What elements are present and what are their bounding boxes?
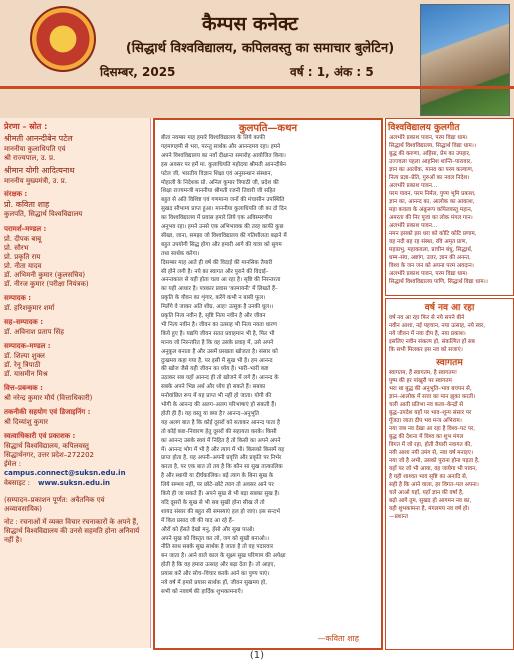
newsletter-subtitle: (सिद्धार्थ विश्वविद्यालय, कपिलवस्तु का समाचार बुलेटिन) [125, 41, 395, 56]
poem-line: यहाँ पर जो भी आया, वह जायेगा भी पावन, [389, 466, 478, 472]
anthem-title: विश्वविद्यालय कुलगीत [388, 123, 460, 133]
vc-message-line: दिसम्बर माह आते ही वर्ष की विदाई की मानसिक तैयारी [161, 259, 273, 266]
patron1-name: श्रीमती आनन्दीबेन पटेल [4, 134, 73, 143]
anthem-line: महा कवला के अंक़ुरूप कपिलवस्तु महान, [389, 207, 473, 213]
vc-message-line: होती ही हैं। यह वस्तु या क्या है? आनन्द–अनुभूति [161, 410, 260, 417]
tech-name: श्री दिव्यांशु कुमार [4, 418, 49, 426]
vc-message-line: मनोवांछित रूप में यह प्राप्त भी नहीं हो जाता। योगी की [161, 393, 272, 400]
advisor-item: डॉ. अभिमनी कुमार (कुलसचिव) [4, 271, 86, 279]
guardian-name: प्रो. कविता शाह [4, 200, 50, 209]
publisher-line: सिद्धार्थ विश्वविद्यालय, कपिलवस्तु [4, 442, 89, 450]
vc-message-line: बहुत उपयोगी सिद्ध होगा और हमारी आगे की यात्रा को सुगम [161, 241, 282, 248]
vc-message-line: किये ही जा सकते हैं। अपने सुख से भी बड़ा सबका सुख है। [161, 491, 280, 497]
vc-message-line: शायद संसार की बहुत सी समस्याएं हल हो जाएं। इस सन्दर्भ [161, 508, 280, 515]
advisor-item: प्रो. दीपक बाबू [4, 235, 42, 243]
vc-message-line: मानव जो निरन्तरित है कि वह उसके प्रवाह में, उसे अपने [161, 339, 274, 346]
finance-label: वित्त–प्रबन्धक : [4, 384, 43, 392]
editorial-member: डॉ. शिल्पा शुक्ल [4, 352, 45, 360]
anthem-line: सिद्धार्थ विश्वविद्यालय, सिद्धार्थ विद्या धाम।। [389, 143, 476, 149]
vc-message-line: अपने सुख को विस्तृत कर लो, जग को सुखी बनाओ।। [161, 535, 269, 542]
anthem-line: नमन इसको इस धरा को कोटि कोटि प्रणाम, [389, 231, 477, 237]
vc-message-line: उठाकर सब यहाँ आनन्द ही तो खोजने में लगे हैं। आनन्द के [161, 375, 279, 382]
vc-message-line: इस अवसर पर हमें मा. कुलाधिपति महोदया श्रीमती आनन्दीबेन [161, 161, 286, 168]
campus-photo [420, 4, 510, 116]
header-rule [0, 86, 514, 89]
poem-intro-line: वर्ष नव आ रहा फिर से नये सपने बीने [389, 315, 465, 321]
vc-message-line: सभी को नववर्ष की हार्दिक शुभकामनाएँ। [161, 588, 243, 595]
anthem-line: उज्ज्वला पहला आहनिश शान्ति–पारावार, [389, 159, 472, 165]
anthem-line: अलभोरे प्रकाश पावन, परम विद्या धाम। [389, 135, 468, 141]
vc-message-line: में किव प्रसाद जी की याद आ रहे हैं– [161, 517, 235, 524]
advisory-label: परामर्श–मण्डल : [4, 225, 47, 233]
issue-date: दिसम्बर, 2025 [100, 65, 176, 79]
vc-message-line: की खोज जैसे यही जीवन का ध्येय है। भारी–भारी कष्ट [161, 366, 269, 373]
anthem-line: यह नदी बह रह संस्था, रवि अमृत प्राण, [389, 239, 468, 245]
editorial-member: डॉ. रेनू त्रिपाठी [4, 361, 41, 369]
tech-label: तकनीकी सहयोग एवं डिजाइनिंग : [4, 408, 91, 416]
vc-message-line: किये हुए है। यद्यपि जीवन सतत प्रवाहमान भी है, फिर भी [161, 330, 275, 337]
editor-name: डॉ. हरिशकुमार शर्मा [4, 304, 55, 312]
poem-line: चले आओ यहाँ, यहाँ ज्ञान की वर्षा है, [389, 490, 464, 496]
poem-line: गूँजता जाता दीप भव मन्त्र अभिराम। [389, 418, 462, 424]
anthem-line: अलभोरे प्रकाश पावन... [389, 183, 438, 189]
poem-label: वर्ष नव आ रहा [424, 303, 475, 313]
anthem-line: विश्व के जन जन को अपना परम अवदान। [389, 263, 474, 269]
vc-message-line: सी होने लगी है। नये का स्वागत और पुराने की विदाई– [161, 268, 269, 275]
anthem-line: नित्य प्रज्ञा–प्रेति, गुरुओं का नवल निदेश। [389, 175, 470, 181]
poem-line: भरा था बुद्ध की अनुभूति–भाव बचपन से, [389, 386, 472, 392]
poem-line: बुद्ध की देशना में विश्व का शुभ मंगल [389, 434, 464, 440]
vc-message-line: भोगी के आनन्द की अलग–अलग परिभाषाएं हो सकती हैं। [161, 402, 277, 408]
vc-message-line: बीता नवम्बर माह हमारे विश्वविद्यालय के लिये काफी [161, 135, 265, 141]
vc-message-line: प्रकृति के यौवन का शृंगार, करेंगे कभी न बासी फूल। [161, 295, 266, 302]
poem-intro-line: नवीन आशा, नई पहचान, नया उत्साह, नये स्वर, [389, 323, 485, 329]
anthem-line: महाप्रभु, महाकवला, प्राचीन बंधु, सिद्धार्थ, [389, 247, 473, 253]
university-logo [30, 6, 96, 72]
vc-message-line: का विश्वविद्यालय में प्रवास हमारे लिये एक अविस्मरणीय [161, 215, 272, 222]
poem-line: बढ़ो आगे तुम, सुखद हो आगमन नव का, [389, 498, 472, 504]
vc-message-line: अपने विश्वविद्यालय का नवाँ दीक्षान्त समारोह आयोजित किया। [161, 152, 286, 159]
vc-message-line: भी नित्य नवीन है। जीवन का उत्साह भी नित्य नयता धारण [161, 321, 277, 328]
inspiration-label: प्रेरणा – स्रोत : [4, 122, 48, 131]
advisor-item: प्रो. सौरभ [4, 244, 29, 252]
vc-message-line: मोहाली के निदेशक प्रो. अनिल कुमार त्रिपाठी जी, प्रदेश की [161, 179, 279, 186]
advisor-item: प्रो. नीता यादव [4, 262, 42, 270]
anthem-line: सिद्धार्थ विश्वविद्यालय पाणि, सिद्धार्थ विद्या धाम।। [389, 279, 488, 285]
vc-message-line: दुःखमय कहा गया है, पर इसी में सुख भी है। हम आनन्द [161, 357, 273, 364]
vc-message-line: अनन्तकाल से यही होता चला आ रहा है। सृष्टि की निरन्तरता [161, 277, 281, 284]
guardian-label: संरक्षक : [4, 190, 28, 198]
vc-message-line: मिलेंगे वे जाकर अति शीघ्र, आह! उत्सुक है उनकी धूल।। [161, 304, 274, 311]
vc-message-title: कुलपति—कथन [238, 123, 298, 134]
page-number: (1) [249, 650, 265, 661]
vc-message-line: गहमागहमी से भरा, परन्तु सार्थक और आनन्दमय रहा। हमने [161, 143, 281, 150]
website-label: वेबसाइट : [4, 479, 30, 487]
poem-line: स्वागतम, हैं स्वागतम, है स्वागतम! [389, 370, 458, 376]
editor-label: सम्पादक : [4, 294, 32, 302]
poem-line: नयी आशा नयी उमंग से, नवा वर्ष मनाइए। [389, 450, 473, 456]
anthem-line: ज्ञान का, आनन्द का, आलोक का आकाश, [389, 199, 475, 205]
poem-line: यही शुभकामना है, मंगलमय नव वर्ष हो। [389, 506, 470, 512]
poem-intro-line: कि सभी मिलकर इस नव को सजाएं। [389, 347, 463, 353]
anthem-line: अलभोरे प्रकाश पावन... [389, 223, 438, 229]
poem-line: ज्ञान–आलोक में सत्ता का मान झुका करती। [389, 394, 476, 400]
vc-message-line: बन जाता है। आने वाले काल के सूक्ष्म सुख परिणाम की अपेक्षा [161, 553, 286, 560]
vc-message-line: का यही आधार है। पत्रकार प्रवास 'कामायनी' में लिखते हैं– [161, 286, 278, 293]
anthem-line: अमरता की निर पूजा का लोक मंगल गान। [389, 215, 473, 221]
anthem-line: धम्म–संघ, अष्टांग, उत्तर, ज्ञान की अनन्त, [389, 255, 471, 261]
poem-intro-line: नये जीवन में नया दीप है, नया प्रकाश। [389, 331, 466, 337]
patron1-role: माननीया कुलाधिपति एवं [4, 145, 66, 153]
vc-message-line: सीखा, जाना, समझा जो विश्वविद्यालय की गतिशीलता बढ़ाने में [161, 232, 287, 239]
vc-message-line: बहुत से अति विशिष्ट एवं गणमान्य जनों की मंचासीन उपस्थिति [161, 197, 285, 204]
editorial-label: सम्पादक–मण्डल : [4, 342, 51, 350]
anthem-line: अलभोरे प्रकाश पावन, परम विद्या धाम। [389, 271, 468, 277]
coeditor-label: सह–सम्पादक : [4, 318, 44, 326]
vc-message-line: यह अलग बात है कि कोई दूसरों को सताकर आनन्द पाता है [161, 419, 281, 426]
website-link[interactable]: www.suksn.edu.in [38, 479, 111, 487]
vc-message-line: तो कोई कष्ट–निवारण हेतु दूसरों की सहायता करके। किसी [161, 428, 277, 435]
masthead [0, 0, 514, 118]
anthem-box [385, 118, 514, 296]
vc-message-line: है और स्थायी या दीर्घकालिक। बड़े त्याग के बिना सुख के [161, 473, 274, 480]
vc-message-line: पटेल जी, भारतीय विज्ञान शिक्षा एवं अनुसन्धान संस्थान, [161, 170, 273, 177]
coeditor-name: डॉ. अविनाश प्रताप सिंह [4, 328, 64, 336]
vc-message-line: लिये सम्भव नहीं, पर छोटे–छोटे त्याग तो अवसर आने पर [161, 482, 274, 489]
vc-message-line: होती है कि वह हमारा उत्साह और बढ़ा देता है। तो आइए, [161, 562, 276, 569]
patron2-name: श्रीमान योगी आदित्यनाथ [4, 166, 75, 175]
vc-message-line: औरों को हँसते देखो मनु, हँसो और सुख पाओ। [161, 526, 255, 533]
vc-message-line: प्राप्त होता है, यह अपनी–अपनी प्रवृत्ति और प्रकृति पर निर्भर [161, 455, 282, 462]
disclaimer-note: नोट : रचनाओं में व्यक्त विचार रचनाकारों के अपने हैं, सिद्धार्थ विश्वविद्यालय की उनसे सहमति होना अनिवार्य नहीं है। [4, 518, 140, 544]
poem-box [385, 298, 514, 650]
vc-message-box [153, 118, 383, 650]
vc-message-line: अनुभव रहा। हमने उनसे एक अभिभावक की तरह काफी कुछ [161, 224, 284, 230]
poem-line: —प्रशान्त [389, 514, 408, 520]
patron2-role: माननीय मुख्यमंत्री, उ. प्र. [4, 177, 68, 185]
vc-signature: —कविता शाह [317, 634, 359, 643]
poem-line: नया जो है अभी, उसको पुराना होना पड़ता है, [389, 458, 480, 464]
vc-message-line: प्रयास करें और सोच–विचार करके आने का पुण्य पाएं। [161, 571, 270, 578]
email-label: ईमेल : [4, 460, 21, 468]
vc-message-line: सबके अपने भिन्न अर्थ और ध्येय हो सकते हैं। सबका [161, 384, 266, 391]
publication-note: (सम्पादन–प्रकाशन पूर्णत: अवैतनिक एवं अव्यावसायिक) [4, 496, 105, 513]
vc-message-line: शिक्षा राज्यमन्त्री माननीया श्रीमती रजनी तिवारी जी सहित [161, 188, 276, 195]
poem-title: स्वागतम [436, 358, 463, 368]
vc-message-line: प्रकृति नित्य नवीन है, सृष्टि नित्य नवीन है और जीवन [161, 313, 266, 319]
email-link[interactable]: campus.connect@suksn.edu.in [4, 469, 126, 477]
vc-message-line: नीति साथ सबके सुख सार्थक है जाता है तो वह पदारवार [161, 544, 274, 551]
vc-message-line: का आनन्द उसके स्वयं में निहित है तो किसी का अपने अपने [161, 437, 281, 444]
anthem-line: बुद्ध की करुणा, अहिंसा, प्रेम का उपहार, [389, 151, 471, 157]
left-sidebar [0, 118, 151, 648]
poem-line: विगत में जो रहा, होती तैयारी नवागत की, [389, 442, 472, 448]
poem-line: नया जब नव देखा आ रहा है विश्व–पट पर, [389, 426, 476, 432]
vc-message-line: करता है, पर एक बात तो तय है कि कौन सा सुख तात्कालिक [161, 464, 283, 471]
poem-line: सही है कि आने वाला, हर विगत–पल अपना। [389, 482, 479, 488]
publisher-line: सिद्धार्थनगर, उत्तर प्रदेश–272202 [4, 451, 95, 459]
vc-message-line: नये वर्ष में हमारे प्रयास सार्थक हों, जीवन सुखमय हो, [161, 580, 268, 586]
advisor-item: डॉ. नीरज कुमार (परीक्षा नियंत्रक) [4, 280, 89, 288]
newsletter-title: कैम्पस कनेक्ट [202, 13, 298, 35]
finance-name: श्री नरेन्द्र कुमार मौर्य (वित्ताधिकारी) [4, 394, 93, 402]
poem-line: है यही शाश्वत भाव सृष्टि का अनादि से, [389, 474, 468, 480]
poem-intro-line: इसलिए नवीन संकल्प हो, संकल्पित हों सब [389, 339, 475, 345]
advisor-item: प्रो. प्रकृति राय [4, 253, 41, 261]
poem-line: बुद्ध–उपदेश यहाँ पर भाव–शून्य संसार पर [389, 410, 472, 416]
vc-message-line: सुखद सौभाग्य प्राप्त हुआ। माननीया कुलाधिपति जी का दो दिन [161, 206, 287, 213]
anthem-line: परम पावन, परम निर्मल, पुण्य भूमि प्रकाश, [389, 191, 476, 197]
guardian-role: कुलपति, सिद्धार्थ विश्वविद्यालय [4, 210, 83, 218]
vc-message-line: तथा सार्थक करेगा। [161, 250, 200, 257]
anthem-line: ज्ञान का आलोक, मानव का परम कल्याण, [389, 167, 474, 173]
publisher-label: स्वत्वाधिकारी एवं प्रकाशक : [4, 432, 76, 440]
poem-line: पुष्प की हर पांखुरी पर स्वागतम [389, 378, 452, 384]
issue-volume: वर्ष : 1, अंक : 5 [290, 65, 374, 79]
vc-message-line: अनुकूल बनाता है और उसमें प्रसन्नता खोजता है। संसार को [161, 348, 278, 355]
vc-message-line: यदि दूसरों के सुख से भी सब सुखी होना सीख लें तो [161, 499, 265, 506]
patron1-role2: श्री राज्यपाल, उ. प्र. [4, 154, 56, 162]
poem-line: चली आती प्रतिभा नव कला–केन्द्रों से [389, 402, 464, 408]
vc-message-line: में। आनन्द भोग में भी है और त्याग में भी। किसको किसमें यह [161, 446, 285, 453]
editorial-member: डॉ. यासमीन मिश्र [4, 370, 48, 378]
